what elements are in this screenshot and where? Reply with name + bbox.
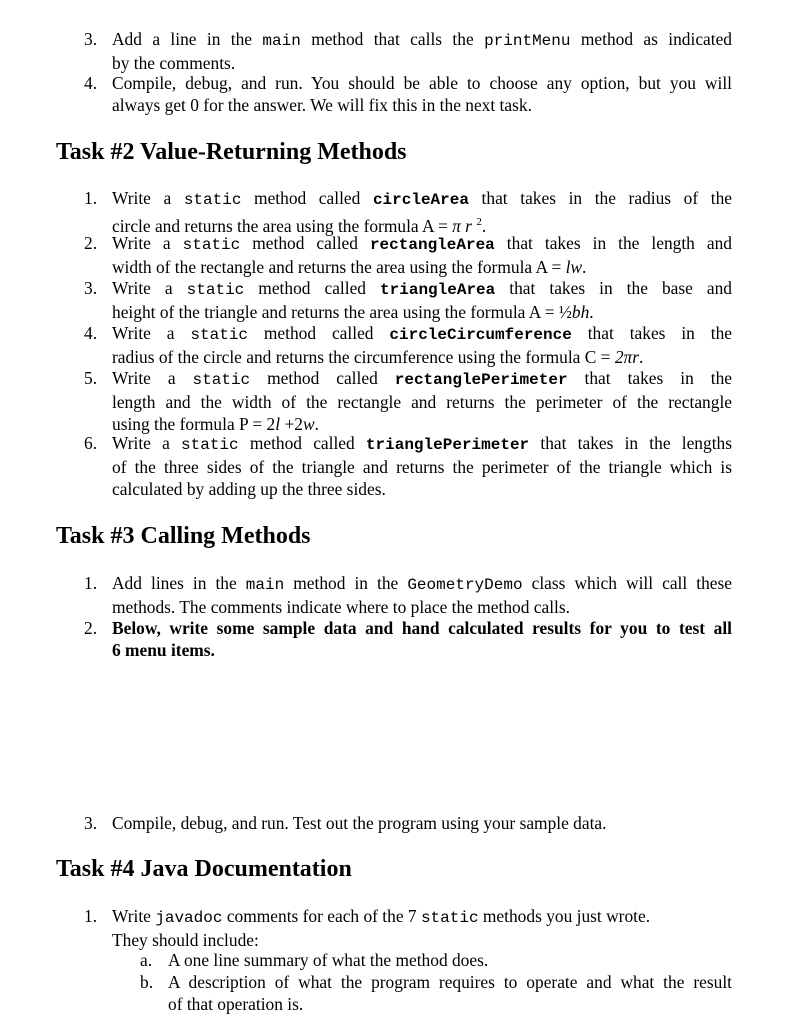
list-number: 4. bbox=[84, 323, 98, 343]
list-text-line: always get 0 for the answer. We will fix this in the next task. bbox=[112, 95, 532, 115]
list-text-line: Write a static method called triangleArea that takes in the base and bbox=[112, 278, 732, 299]
list-number: 5. bbox=[84, 368, 98, 388]
code-circleArea: circleArea bbox=[372, 191, 469, 209]
list-number: 1. bbox=[84, 573, 98, 593]
code-static: static bbox=[182, 236, 241, 254]
task3-heading: Task #3 Calling Methods bbox=[56, 523, 311, 549]
code-static: static bbox=[183, 191, 242, 209]
list-text-line: Write a static method called circleCircumference that takes in the bbox=[112, 323, 732, 344]
list-text-line: using the formula P = 2l +2w. bbox=[112, 414, 319, 434]
list-text-line: Compile, debug, and run. Test out the program using your sample data. bbox=[112, 813, 607, 833]
code-main: main bbox=[262, 32, 301, 50]
code-javadoc: javadoc bbox=[155, 909, 223, 927]
list-text-line: Add lines in the main method in the GeometryDemo class which will call these bbox=[112, 573, 732, 594]
formula: 2πr bbox=[614, 347, 640, 367]
list-number: 1. bbox=[84, 906, 98, 926]
list-text-line: Write a static method called rectanglePerimeter that takes in the bbox=[112, 368, 732, 389]
list-text-line: by the comments. bbox=[112, 53, 236, 73]
list-letter: b. bbox=[140, 972, 154, 992]
list-number: 6. bbox=[84, 433, 98, 453]
code-GeometryDemo: GeometryDemo bbox=[407, 576, 523, 594]
list-text-line: Compile, debug, and run. You should be able to choose any option, but you will bbox=[112, 73, 732, 93]
list-text-line: Write javadoc comments for each of the 7 static methods you just wrote. bbox=[112, 906, 651, 927]
list-text-line: radius of the circle and returns the circumference using the formula C = 2πr. bbox=[112, 347, 644, 367]
list-text-line: A description of what the program requires to operate and what the result bbox=[168, 972, 732, 992]
code-rectangleArea: rectangleArea bbox=[369, 236, 495, 254]
list-text-line: Write a static method called circleArea that takes in the radius of the bbox=[112, 188, 732, 209]
list-text-line: Below, write some sample data and hand calculated results for you to test all bbox=[112, 618, 732, 638]
list-text-line: 6 menu items. bbox=[112, 640, 215, 660]
code-static: static bbox=[192, 371, 251, 389]
code-circleCircumference: circleCircumference bbox=[389, 326, 572, 344]
list-text-line: of the three sides of the triangle and returns the perimeter of the triangle which is bbox=[112, 457, 732, 477]
code-static: static bbox=[186, 281, 245, 299]
code-static: static bbox=[190, 326, 249, 344]
list-text-line: of that operation is. bbox=[168, 994, 304, 1014]
code-main: main bbox=[245, 576, 285, 594]
task2-heading: Task #2 Value-Returning Methods bbox=[56, 139, 407, 165]
list-number: 4. bbox=[84, 73, 98, 93]
code-triangleArea: triangleArea bbox=[380, 281, 496, 299]
list-number: 2. bbox=[84, 618, 98, 638]
code-printMenu: printMenu bbox=[484, 32, 571, 50]
list-number: 3. bbox=[84, 29, 98, 49]
code-static: static bbox=[181, 436, 239, 454]
list-text-line: methods. The comments indicate where to place the method calls. bbox=[112, 597, 570, 617]
code-trianglePerimeter: trianglePerimeter bbox=[365, 436, 530, 454]
list-text-line: circle and returns the area using the formula A = π r $^2$. bbox=[112, 215, 487, 236]
list-text-line: Add a line in the main method that calls the printMenu method as indicated bbox=[112, 29, 733, 50]
list-number: 1. bbox=[84, 188, 98, 208]
list-text-line: Write a static method called trianglePerimeter that takes in the lengths bbox=[112, 433, 732, 454]
formula: lw bbox=[565, 257, 583, 277]
formula: bh bbox=[571, 302, 590, 322]
list-number: 3. bbox=[84, 278, 98, 298]
task4-heading: Task #4 Java Documentation bbox=[56, 856, 352, 882]
list-text-line: width of the rectangle and returns the area using the formula A = lw. bbox=[112, 257, 587, 277]
code-static: static bbox=[420, 909, 479, 927]
list-text-line: They should include: bbox=[112, 930, 259, 950]
list-text-line: Write a static method called rectangleArea that takes in the length and bbox=[112, 233, 732, 254]
list-text-line: length and the width of the rectangle and returns the perimeter of the rectangle bbox=[112, 392, 732, 412]
list-letter: a. bbox=[140, 950, 153, 970]
formula: π r bbox=[452, 215, 472, 236]
list-text-line: height of the triangle and returns the area using the formula A = ½bh. bbox=[112, 302, 594, 322]
list-number: 2. bbox=[84, 233, 98, 253]
code-rectanglePerimeter: rectanglePerimeter bbox=[394, 371, 568, 389]
list-number: 3. bbox=[84, 813, 98, 833]
list-text-line: A one line summary of what the method does. bbox=[168, 950, 489, 970]
list-text-line: calculated by adding up the three sides. bbox=[112, 479, 386, 499]
